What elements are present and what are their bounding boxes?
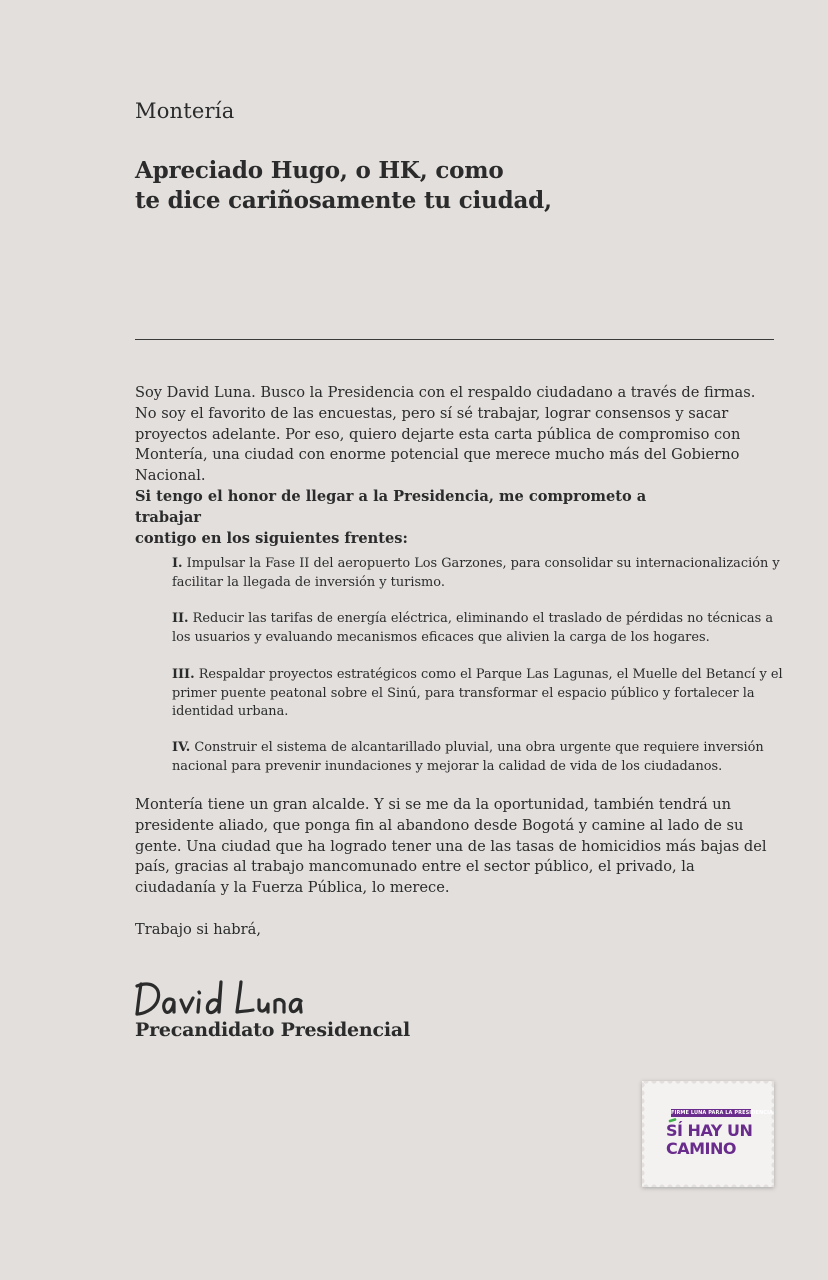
closing-paragraph: Montería tiene un gran alcalde. Y si se me da la oportunidad, también tendrá un presidente aliado, que ponga fin al abandono desde Bogotá y camine al lado de su gente. Una ciudad que ha logrado tener una de las tasas de homicidios más bajas del país, gracias al trabajo mancomunado entre el sector público, el privado, la ciudadanía y la Fuerza Pública, lo merece. <box>135 796 767 897</box>
greeting-line-2: te dice cariñosamente tu ciudad, <box>135 187 552 214</box>
item-text: Impulsar la Fase II del aeropuerto Los Garzones, para consolidar su internacionalización y facilitar la llegada de inversión y turismo. <box>172 556 780 590</box>
signature-image <box>133 974 303 1022</box>
campaign-stamp <box>642 1081 774 1187</box>
commitment-statement <box>135 487 695 549</box>
commitment-item <box>172 739 784 776</box>
item-numeral: II. <box>172 611 189 626</box>
intro-paragraph: Soy David Luna. Busco la Presidencia con el respaldo ciudadano a través de firmas. No soy el favorito de las encuestas, pero sí sé trabajar, lograr consensos y sacar proyectos adelante. Por eso, quiero dejarte esta carta pública de compromiso con Montería, una ciudad con enorme potencial que merece mucho más del Gobierno Nacional. <box>135 384 756 485</box>
slogan-line-2: CAMINO <box>666 1139 736 1158</box>
item-text: Respaldar proyectos estratégicos como el Parque Las Lagunas, el Muelle del Betancí y el primer puente peatonal sobre el Sinú, para transformar el espacio público y fortalecer la identidad urbana. <box>172 667 783 720</box>
item-text: Construir el sistema de alcantarillado pluvial, una obra urgente que requiere inversión nacional para prevenir inundaciones y mejorar la calidad de vida de los ciudadanos. <box>172 740 764 774</box>
commitment-line-1: Si tengo el honor de llegar a la Presidencia, me comprometo a trabajar <box>135 488 647 526</box>
greeting <box>135 156 735 216</box>
commitment-item <box>172 610 784 647</box>
stamp-banner: FIRME LUNA PARA LA PRESIDENCIA <box>671 1110 773 1116</box>
signoff: Trabajo si habrá, <box>135 921 261 938</box>
item-numeral: I. <box>172 556 183 571</box>
commitment-item <box>172 555 784 592</box>
commitment-item <box>172 666 784 722</box>
signer-title: Precandidato Presidencial <box>135 1019 411 1041</box>
item-text: Reducir las tarifas de energía eléctrica, eliminando el traslado de pérdidas no técnicas a los usuarios y evaluando mecanismos eficaces que alivien la carga de los hogares. <box>172 611 774 645</box>
commitment-line-2: contigo en los siguientes frentes: <box>135 529 408 547</box>
item-numeral: III. <box>172 667 195 682</box>
slogan-line-1: SÍ HAY UN <box>666 1121 753 1140</box>
item-numeral: IV. <box>172 740 191 755</box>
city-heading: Montería <box>135 99 235 123</box>
accent-mark-icon <box>670 1120 675 1122</box>
stamp-slogan-logo <box>664 1119 758 1159</box>
divider-line <box>135 339 774 340</box>
greeting-line-1: Apreciado Hugo, o HK, como <box>135 157 504 184</box>
